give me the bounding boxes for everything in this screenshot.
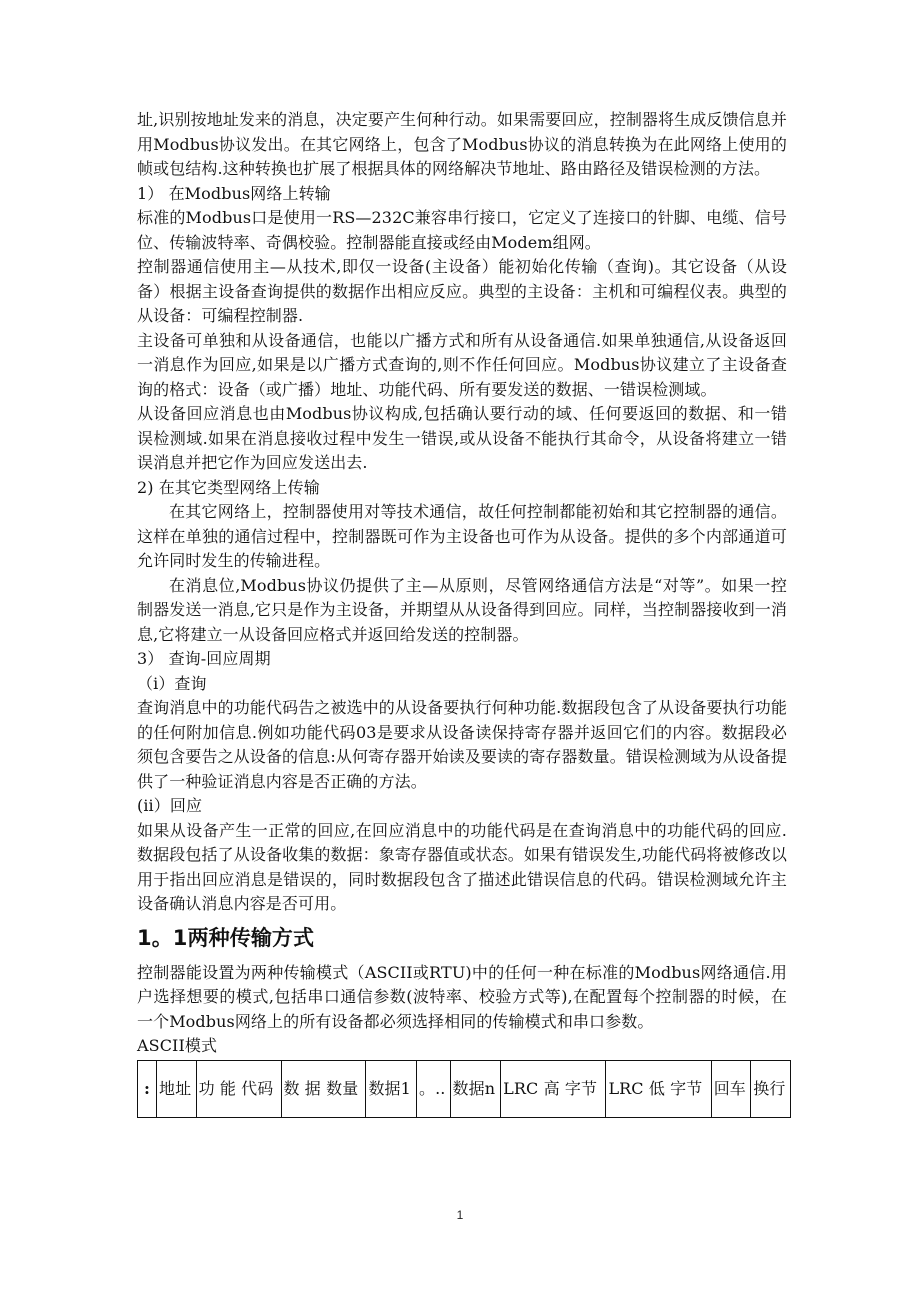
paragraph: 在其它网络上，控制器使用对等技术通信，故任何控制都能初始和其它控制器的通信。这样在单独的通信过程中，控制器既可作为主设备也可作为从设备。提供的多个内部通道可允许同时发生的传输进程。 xyxy=(137,502,787,570)
paragraph: 如果从设备产生一正常的回应,在回应消息中的功能代码是在查询消息中的功能代码的回应.数据段包括了从设备收集的数据：象寄存器值或状态。如果有错误发生,功能代码将被修改以用于指出回应消息是错误的，同时数据段包含了描述此错误信息的代码。错误检测域允许主设备确认消息内容是否可用。 xyxy=(137,820,787,913)
paragraph: 控制器能设置为两种传输模式（ASCII或RTU)中的任何一种在标准的Modbus网络通信.用户选择想要的模式,包括串口通信参数(波特率、校验方式等),在配置每个控制器的时候，在一个Modbus网络上的所有设备都必须选择相同的传输模式和串口参数。 xyxy=(137,962,787,1031)
paragraph: (ii）回应 xyxy=(137,796,203,815)
paragraph: 查询消息中的功能代码告之被选中的从设备要执行何种功能.数据段包含了从设备要执行功能的任何附加信息.例如功能代码03是要求从设备读保持寄存器并返回它们的内容。数据段必须包含要告之从设备的信息:从何寄存器开始读及要读的寄存器数量。错误检测域为从设备提供了一种验证消息内容是否正确的方法。 xyxy=(137,698,787,791)
section-heading: 1。1两种传输方式 xyxy=(137,925,315,950)
table-cell: 功 能 代码 xyxy=(196,1060,281,1117)
table-cell: 数据1 xyxy=(366,1060,417,1117)
table-cell: LRC 低 字节 xyxy=(606,1060,711,1117)
table-cell: 数 据 数量 xyxy=(281,1060,366,1117)
paragraph: 标准的Modbus口是使用一RS—232C兼容串行接口，它定义了连接口的针脚、电缆、信号位、传输波特率、奇偶校验。控制器能直接或经由Modem组网。 xyxy=(137,208,787,252)
table-row xyxy=(138,1060,791,1117)
paragraph: ASCII模式 xyxy=(137,1036,218,1055)
table-cell: 数据n xyxy=(450,1060,501,1117)
body-section-indented xyxy=(137,500,787,647)
paragraph: 控制器通信使用主—从技术,即仅一设备(主设备）能初始化传输（查询)。其它设备（从设备）根据主设备查询提供的数据作出相应反应。典型的主设备：主机和可编程仪表。典型的从设备：可编程控制器. xyxy=(137,257,787,325)
paragraph: 3） 查询-回应周期 xyxy=(137,649,271,668)
table-cell: 换行 xyxy=(751,1060,791,1117)
paragraph: 址,识别按地址发来的消息，决定要产生何种行动。如果需要回应，控制器将生成反馈信息并用Modbus协议发出。在其它网络上，包含了Modbus协议的消息转换为在此网络上使用的帧或包结构.这种转换也扩展了根据具体的网络解决节地址、路由路径及错误检测的方法。 xyxy=(137,110,787,178)
body-section-2 xyxy=(137,647,787,917)
table-cell: LRC 高 字节 xyxy=(501,1060,606,1117)
paragraph: （i）查询 xyxy=(137,673,207,693)
table-cell: 地址 xyxy=(157,1060,197,1117)
paragraph: 1） 在Modbus网络上转输 xyxy=(137,183,331,203)
ascii-frame-table xyxy=(137,1060,791,1118)
page-number: 1 xyxy=(456,1208,464,1222)
paragraph: 在消息位,Modbus协议仍提供了主—从原则，尽管网络通信方法是“对等”。如果一控制器发送一消息,它只是作为主设备，并期望从从设备得到回应。同样，当控制器接收到一消息,它将建立一从设备回应格式并返回给发送的控制器。 xyxy=(137,575,787,644)
body-section-1 xyxy=(137,108,787,500)
page-content xyxy=(137,108,787,1118)
paragraph: 2) 在其它类型网络上传输 xyxy=(137,477,320,497)
body-section-3 xyxy=(137,961,787,1059)
table-cell: 回车 xyxy=(711,1060,751,1117)
paragraph: 主设备可单独和从设备通信，也能以广播方式和所有从设备通信.如果单独通信,从设备返回一消息作为回应,如果是以广播方式查询的,则不作任何回应。Modbus协议建立了主设备查询的格式：设备（或广播）地址、功能代码、所有要发送的数据、一错误检测域。 xyxy=(137,330,787,399)
table-cell: : xyxy=(138,1060,157,1117)
table-cell: 。.. xyxy=(416,1060,450,1117)
paragraph: 从设备回应消息也由Modbus协议构成,包括确认要行动的域、任何要返回的数据、和一错误检测域.如果在消息接收过程中发生一错误,或从设备不能执行其命令，从设备将建立一错误消息并把它作为回应发送出去. xyxy=(137,404,787,472)
